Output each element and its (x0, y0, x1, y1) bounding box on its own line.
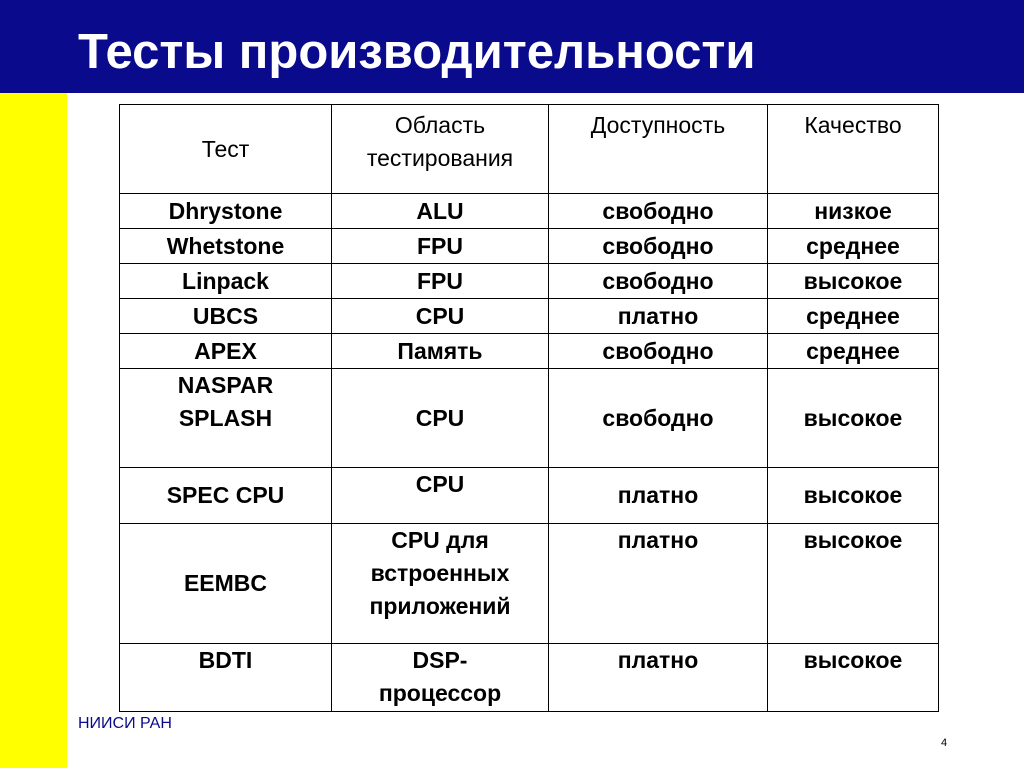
cell-quality: среднее (768, 229, 939, 264)
cell-test: UBCS (120, 299, 332, 334)
cell-availability: свободно (549, 264, 768, 299)
cell-area: CPU (332, 299, 549, 334)
header-availability: Доступность (549, 105, 768, 194)
cell-test: Linpack (120, 264, 332, 299)
table-row (120, 299, 939, 334)
cell-availability: свободно (549, 369, 768, 468)
footer-organization: НИИСИ РАН (78, 715, 172, 732)
cell-area: CPU (332, 468, 549, 524)
cell-area: FPU (332, 264, 549, 299)
header-quality: Качество (768, 105, 939, 194)
benchmark-table (119, 104, 939, 712)
cell-test: NASPAR SPLASH (120, 369, 332, 468)
title-bar (0, 0, 1024, 93)
cell-availability: свободно (549, 229, 768, 264)
cell-area: Память (332, 334, 549, 369)
cell-quality: высокое (768, 644, 939, 712)
cell-availability: свободно (549, 334, 768, 369)
cell-area: ALU (332, 194, 549, 229)
cell-availability: платно (549, 468, 768, 524)
table-row (120, 524, 939, 644)
cell-quality: среднее (768, 299, 939, 334)
cell-availability: платно (549, 644, 768, 712)
cell-area: DSP- процессор (332, 644, 549, 712)
cell-availability: платно (549, 299, 768, 334)
table-row (120, 194, 939, 229)
table-row (120, 264, 939, 299)
cell-quality: высокое (768, 468, 939, 524)
cell-area: CPU (332, 369, 549, 468)
table-row (120, 334, 939, 369)
slide-title: Тесты производительности (78, 25, 756, 79)
cell-quality: высокое (768, 369, 939, 468)
header-area: Область тестирования (332, 105, 549, 194)
cell-quality: высокое (768, 264, 939, 299)
cell-availability: свободно (549, 194, 768, 229)
cell-availability: платно (549, 524, 768, 644)
table-header-row (120, 105, 939, 194)
cell-quality: высокое (768, 524, 939, 644)
page-number: 4 (941, 737, 948, 749)
cell-area: CPU для встроенных приложений (332, 524, 549, 644)
cell-test: APEX (120, 334, 332, 369)
table-row (120, 369, 939, 468)
cell-quality: среднее (768, 334, 939, 369)
cell-area: FPU (332, 229, 549, 264)
cell-quality: низкое (768, 194, 939, 229)
cell-test: SPEC CPU (120, 468, 332, 524)
table-row (120, 644, 939, 712)
table-row (120, 468, 939, 524)
header-test: Тест (120, 105, 332, 194)
side-accent-bar (0, 93, 67, 768)
table-row (120, 229, 939, 264)
cell-test: Dhrystone (120, 194, 332, 229)
cell-test: EEMBC (120, 524, 332, 644)
cell-test: BDTI (120, 644, 332, 712)
cell-test: Whetstone (120, 229, 332, 264)
